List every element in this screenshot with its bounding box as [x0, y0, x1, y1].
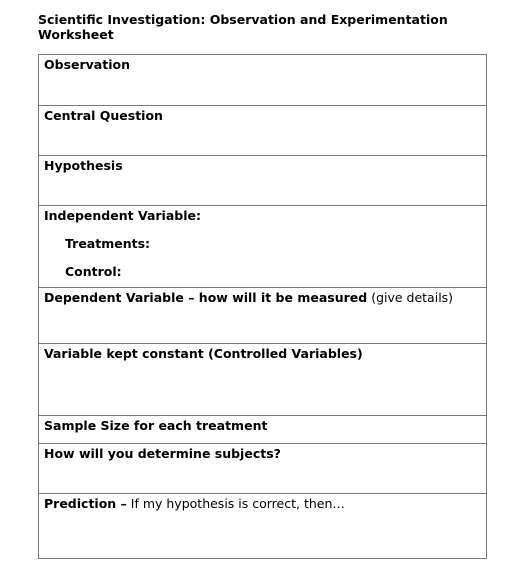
- controlled-variables-row[interactable]: [39, 344, 486, 416]
- central-question-label: Central Question: [44, 108, 163, 123]
- controlled-variables-label: Variable kept constant (Controlled Variables): [44, 346, 363, 361]
- subjects-label: How will you determine subjects?: [44, 446, 281, 461]
- observation-label: Observation: [44, 57, 130, 72]
- sample-size-label: Sample Size for each treatment: [44, 418, 268, 433]
- central-question-row[interactable]: [39, 106, 486, 156]
- dependent-variable-note: (give details): [371, 290, 454, 305]
- hypothesis-row[interactable]: [39, 156, 486, 206]
- observation-row[interactable]: [39, 55, 486, 106]
- sample-size-row[interactable]: [39, 416, 486, 444]
- worksheet-table: [38, 54, 487, 559]
- prediction-note: If my hypothesis is correct, then…: [130, 496, 345, 511]
- subjects-row[interactable]: [39, 444, 486, 494]
- dependent-variable-label: Dependent Variable – how will it be measured: [44, 290, 368, 305]
- prediction-row[interactable]: [39, 494, 486, 558]
- dependent-variable-row[interactable]: [39, 288, 486, 344]
- control-label: Control:: [65, 264, 122, 279]
- prediction-label: Prediction –: [44, 496, 127, 511]
- independent-variable-row[interactable]: [39, 206, 486, 288]
- page-title: Scientific Investigation: Observation and Experimentation Worksheet: [38, 12, 448, 42]
- treatments-label: Treatments:: [65, 236, 151, 251]
- independent-variable-label: Independent Variable:: [44, 208, 201, 223]
- hypothesis-label: Hypothesis: [44, 158, 123, 173]
